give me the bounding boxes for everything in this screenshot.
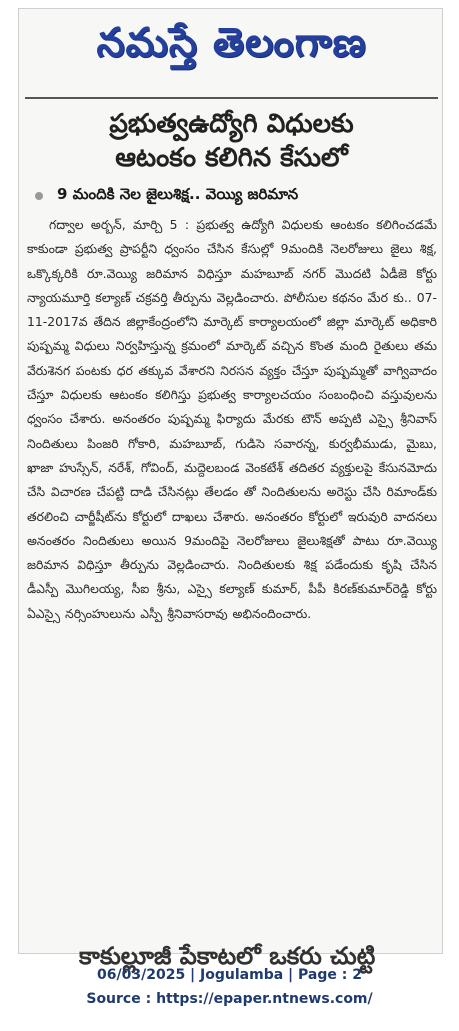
bullet-icon bbox=[35, 192, 43, 200]
newspaper-clipping bbox=[18, 8, 443, 970]
article-text: ప్రభుత్వ ఉద్యోగి విధులకు ఆంటకం కలిగించడమే కాకుండా ప్రభుత్వ ప్రాపర్టీని ధ్వంసం చేసిన కేసుల్లో 9మందికి నెలరోజులు జైలు శిక్ష, ఒక్కొక్కరికి రూ.వెయ్యి జరిమాన విధిస్తూ మహబూబ్ నగర్ మొదటి ఏడీజె కోర్టు న్యాయమూర్తి కల్యాణ్ చక్రవర్తి తీర్పును వెల్లడించారు. పోలీసుల కథనం మేర కు.. 07-11-2017వ తేదిన జిల్లాకేంద్రంలోని మార్కెట్ కార్యాలయంలో జిల్లా మార్కెట్ అధికారి పుష్పమ్మ విధులు నిర్వహిస్తున్న క్రమంలో మార్కెట్ వచ్చిన కొంత మంది రైతులు తమ వేరుశెనగ పంటకు ధర తక్కువ వేశారని నిరసన వ్యక్తం చేస్తూ పుష్పమ్మతో వాగ్వివాదం చేస్తూ విధులకు ఆటంకం కలిగిస్తు ప్రభుత్వ కార్యాలచయం సంబంధించి వస్తువులను ధ్వంసం చేశారు. అనంతరం పుష్పమ్మ ఫిర్యాదు మేరకు టౌన్ అప్పటి ఎస్సై శ్రీనివాస్ నిందితులు పింజరి గోకారి, మహబూబ్, గుడిసె సవారన్న, కుర్వభీముడు, మైబు, ఖాజా హుస్సేన్, నరేశ్, గోవింద్, మద్దెలబండ వెంకటేశ్ తదితర వ్యక్తులపై కేసునమోదు చేసి విచారణ చేపట్టి దాడి చేసినట్లు తేలడం తో నిందితులను అరెస్టు చేసి రిమాండ్‌కు తరలించి చార్జీషీట్‌ను కోర్టులో దాఖలు చేశారు. అనంతరం కోర్టులో ఇరువురి వాదనలు అనంతరం నిందితులు అయిన 9మందిపై నెలరోజులు జైలుశిక్షతో పాటు రూ.వెయ్యి జరిమాన విధిస్తూ తీర్పును వెల్లడించారు. నిందితులకు శిక్ష పడేందుకు కృషి చేసిన డీఎస్పీ మొగిలయ్య, సీఐ శ్రీను, ఎస్సై కల్యాణ్ కుమార్, పీపీ కిరణ్‌కుమార్‌రెడ్డి కోర్టు ఏఎస్సై నర్సింహులును ఎస్పీ శ్రీనివాసరావు అభినందించారు. bbox=[27, 217, 437, 621]
next-headline-text: కాకుల్లూజీ పేకాటలో ఒకరు చుట్టి bbox=[79, 942, 376, 970]
masthead: నమస్తే తెలంగాణ bbox=[96, 18, 367, 66]
headline-line-1: ప్రభుత్వఉద్యోగి విధులకు bbox=[109, 109, 354, 139]
subheadline bbox=[35, 183, 435, 209]
article-body bbox=[27, 213, 437, 626]
dateline: గద్వాల అర్బన్, మార్చి 5 : bbox=[49, 217, 189, 232]
headline-line-2: ఆటంకం కలిగిన కేసులో bbox=[115, 143, 348, 173]
masthead-rule bbox=[25, 97, 438, 99]
footer-date-edition: 06/03/2025 | Jogulamba | Page : 2 bbox=[97, 967, 362, 983]
footer-source: Source : https://epaper.ntnews.com/ bbox=[86, 991, 373, 1007]
next-headline-cut bbox=[79, 941, 409, 970]
subheadline-text: 9 మందికి నెల జైలుశిక్ష.. వెయ్యి జరిమాన bbox=[57, 185, 299, 203]
